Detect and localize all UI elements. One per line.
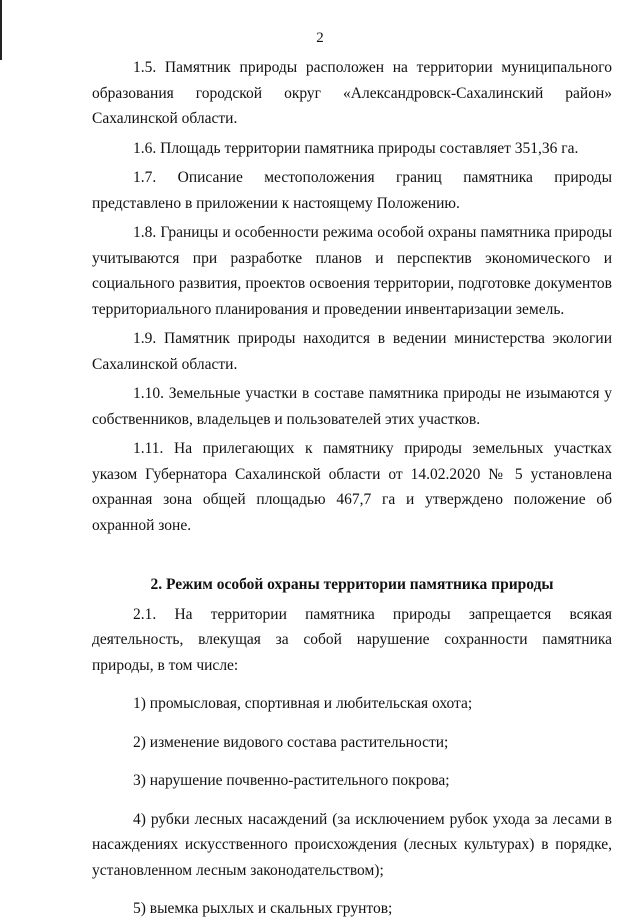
- document-body: [92, 55, 612, 922]
- list-item-5: 5) выемка рыхлых и скальных грунтов;: [133, 900, 393, 917]
- page-number: 2: [316, 30, 324, 46]
- paragraph-1-7: 1.7. Описание местоположения границ памятника природы представлено в приложении к настоящему Положению.: [92, 169, 612, 212]
- paragraph-1-6: 1.6. Площадь территории памятника природы составляет 351,36 га.: [133, 139, 579, 157]
- paragraph-1-9: 1.9. Памятник природы находится в ведении министерства экологии Сахалинской области.: [92, 330, 612, 373]
- list-item-1: 1) промысловая, спортивная и любительская охота;: [133, 695, 473, 712]
- list-item-2: 2) изменение видового состава растительности;: [133, 733, 449, 751]
- paragraph-2-1: 2.1. На территории памятника природы запрещается всякая деятельность, влекущая за собой нарушение сохранности памятника природы, в том числе:: [92, 605, 612, 674]
- paragraph-1-5: 1.5. Памятник природы расположен на территории муниципального образования городской округ «Александровск-Сахалинский район» Сахалинской области.: [92, 59, 612, 127]
- paragraph-1-10: 1.10. Земельные участки в составе памятника природы не изымаются у собственников, владельцев и пользователей этих участков.: [92, 385, 612, 428]
- section-2-heading: 2. Режим особой охраны территории памятника природы: [150, 576, 554, 593]
- list-item-4: 4) рубки лесных насаждений (за исключением рубок ухода за лесами в насаждениях искусственного происхождения (лесных культурах) в порядке, установленном лесным законодательством);: [92, 810, 612, 879]
- paragraph-1-11: 1.11. На прилегающих к памятнику природы земельных участках указом Губернатора Сахалинской области от 14.02.2020 № 5 установлена охранная зона общей площадью 467,7 га и утверждено положение об охранной зоне.: [92, 440, 612, 534]
- list-item-3: 3) нарушение почвенно-растительного покрова;: [133, 772, 450, 789]
- paragraph-1-8: 1.8. Границы и особенности режима особой охраны памятника природы учитываются при разработке планов и перспектив экономического и социального развития, проектов освоения территории, подготовке документов территориального планирования и проведении инвентаризации земель.: [92, 224, 612, 318]
